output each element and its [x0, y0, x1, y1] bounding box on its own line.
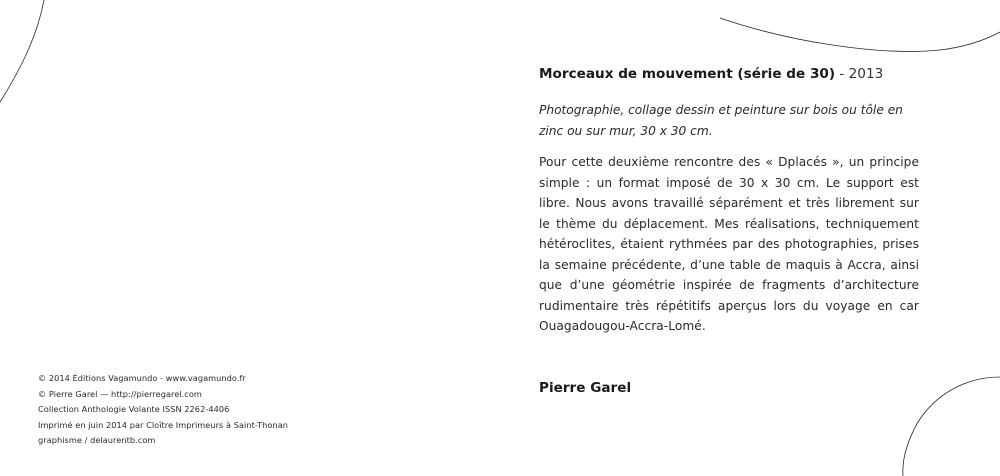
artwork-medium: Photographie, collage dessin et peinture sur bois ou tôle en zinc ou sur mur, 30 x 30 cm. [539, 103, 903, 138]
colophon [38, 371, 318, 449]
curve-top-left [0, 0, 44, 102]
colophon-printing: Imprimé en juin 2014 par Cloître Imprimeurs à Saint-Thonan [38, 419, 289, 430]
artwork-separator: - [835, 66, 849, 82]
colophon-design: graphisme / delaurentb.com [38, 435, 156, 446]
artwork-year: 2013 [848, 66, 884, 82]
artwork-description: Pour cette deuxième rencontre des « Dplacés », un principe simple : un format imposé de 30 x 30 cm. Le support est libre. Nous avons travaillé séparément et très librement sur le thème du déplacement. Mes réalisations, techniquement hétéroclites, étaient rythmées par des photographies, prises la semaine précédente, d’une table de maquis à Accra, ainsi que d’une géométrie inspirée de fragments d’architecture rudimentaire très répétitifs aperçus lors du voyage en car Ouagadougou-Accra-Lomé. [539, 155, 919, 333]
author-name: Pierre Garel [539, 380, 632, 396]
artwork-title: Morceaux de mouvement (série de 30) [539, 66, 836, 82]
colophon-copyright: © Pierre Garel — http://pierregarel.com [38, 388, 202, 399]
colophon-collection: Collection Anthologie Volante ISSN 2262-4406 [38, 404, 230, 415]
artwork-heading [539, 64, 919, 84]
artwork-text-block [539, 64, 919, 337]
curve-top-right [720, 18, 1000, 51]
curve-bottom-right [903, 377, 1000, 476]
colophon-publisher: © 2014 Éditions Vagamundo - www.vagamundo.fr [38, 373, 246, 383]
